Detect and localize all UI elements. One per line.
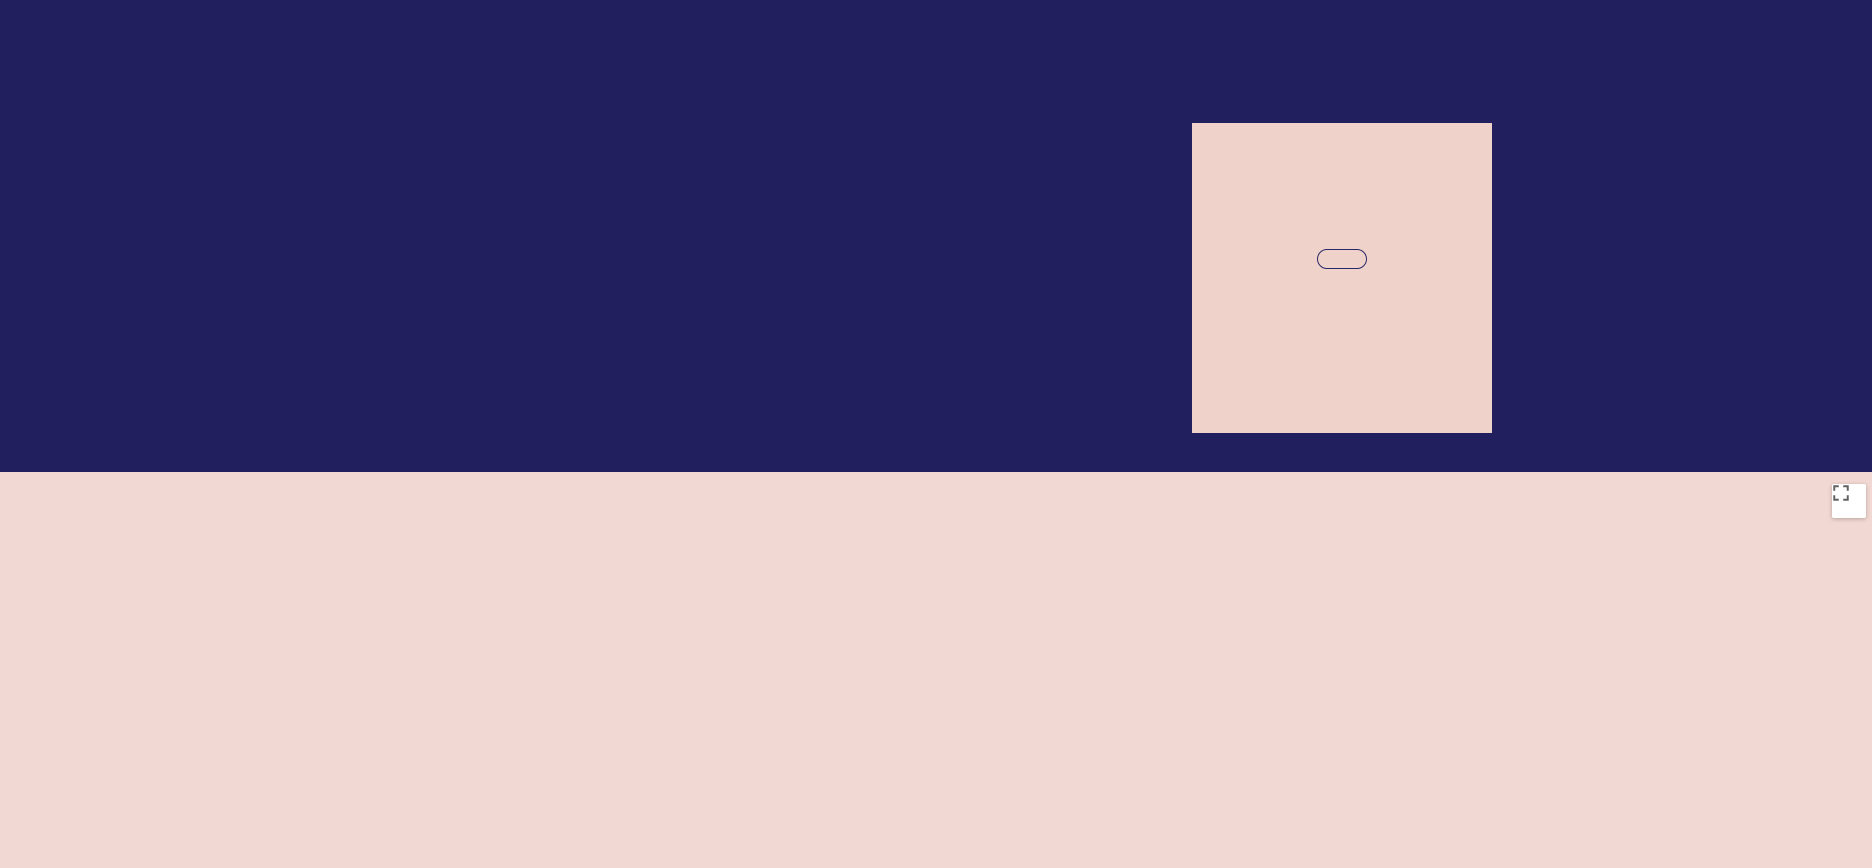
list-item <box>820 187 1120 206</box>
fullscreen-icon <box>1832 484 1850 502</box>
route-info-card <box>1192 123 1492 433</box>
map <box>0 472 1872 868</box>
list-item <box>820 168 1120 187</box>
route-info-rows <box>1218 173 1466 229</box>
stop-link[interactable] <box>820 188 824 205</box>
stop-link[interactable] <box>820 226 824 243</box>
list-item <box>820 282 1120 301</box>
stop-link[interactable] <box>820 264 824 281</box>
stop-link[interactable] <box>820 207 824 224</box>
stops-list <box>820 168 1120 301</box>
fullscreen-button[interactable] <box>1832 484 1866 518</box>
open-google-maps-button[interactable] <box>1317 249 1367 269</box>
stop-link[interactable] <box>820 283 824 300</box>
intro-column <box>378 138 734 168</box>
map-route-layer <box>0 472 1872 868</box>
list-item <box>820 244 1120 263</box>
list-item <box>820 263 1120 282</box>
list-item <box>820 206 1120 225</box>
stop-link[interactable] <box>820 169 824 186</box>
list-item <box>820 225 1120 244</box>
stop-link[interactable] <box>820 245 824 262</box>
stops-column <box>820 138 1120 301</box>
